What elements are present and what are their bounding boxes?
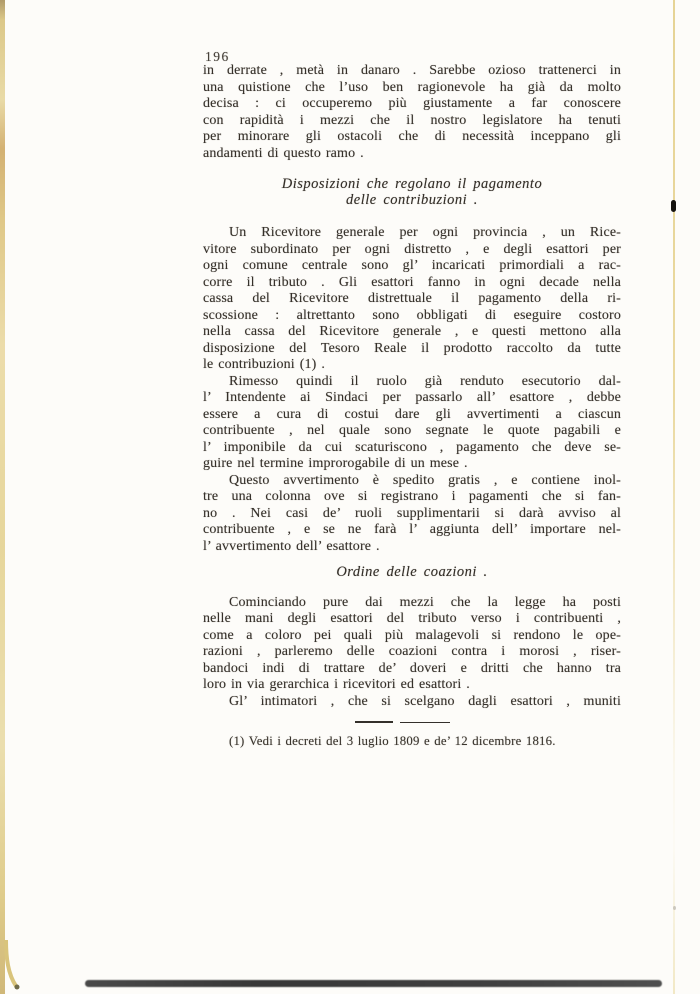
text-line: cassa del Ricevitore distrettuale il pagamento della ri- (203, 291, 621, 306)
section-heading (203, 177, 621, 208)
text-line: Gl’ intimatori , che si scelgano dagli esattori , muniti (229, 693, 621, 709)
text-line: Cominciando pure dai mezzi che la legge ha posti (229, 594, 621, 610)
text-line: Un Ricevitore generale per ogni provincia , un Rice- (229, 225, 621, 240)
text-line: l’ Intendente ai Sindaci per passarlo all’ esattore , debbe (203, 390, 621, 405)
text-line: ogni comune centrale sono gl’ incaricati primordiali a rac- (203, 258, 621, 273)
text-line: Questo avvertimento è spedito gratis , e contiene inol- (229, 472, 621, 488)
text-line: nelle mani degli esattori del tributo verso i contribuenti , (203, 611, 621, 626)
scan-edge-right (673, 0, 676, 994)
text-line: andamenti di questo ramo . (203, 145, 364, 161)
text-line: l’ imponibile da cui scaturiscono , pagamento che deve se- (203, 439, 621, 455)
text-line: come a coloro pei quali più malagevoli si rendono le ope- (203, 627, 621, 643)
paragraph (203, 694, 621, 711)
text-column (203, 50, 621, 749)
text-line: con rapidità i mezzi che il nostro legislatore ha tenuti (203, 112, 621, 128)
text-line: corre il tributo . Gli esattori fanno in ogni decade nella (203, 274, 621, 290)
text-line: essere a cura di costui dare gli avvertimenti a ciascun (203, 406, 621, 422)
text-line: decisa : ci occuperemo più giustamente a far conoscere (203, 96, 621, 111)
section-heading (203, 565, 621, 581)
heading-line: Disposizioni che regolano il pagamento (281, 176, 543, 192)
text-line: loro in via gerarchica i ricevitori ed esattori . (203, 677, 470, 692)
text-line: disposizione del Tesoro Reale il prodotto raccolto da tutte (203, 340, 621, 356)
text-blocks (203, 63, 621, 710)
scan-bottom-shadow (85, 980, 662, 987)
scan-blob-right (671, 200, 676, 212)
heading-line: Ordine delle coazioni . (336, 564, 488, 580)
text-line: razioni , parleremo delle coazioni contra i morosi , riser- (203, 644, 621, 659)
paragraph (203, 595, 621, 694)
text-line: contribuente , e se ne farà l’ aggiunta dell’ importare nel- (203, 522, 621, 537)
text-line: scossione : altrettanto sono obbligati di eseguire costoro (203, 307, 621, 323)
heading-line: delle contribuzioni . (346, 191, 478, 208)
text-line: Rimesso quindi il ruolo già renduto esecutorio dal- (229, 373, 621, 389)
text-line: nella cassa del Ricevitore generale , e questi mettono alla (203, 324, 621, 339)
paragraph (203, 63, 621, 162)
text-line: l’ avvertimento dell’ esattore . (203, 538, 380, 554)
scan-dot-right (673, 906, 676, 910)
text-line: bandoci indi di trattare de’ doveri e dritti che hanno tra (203, 660, 621, 676)
text-line: una quistione che l’uso ben ragionevole ha già da molto (203, 79, 621, 95)
text-line: per minorare gli ostacoli che di necessità inceppano gli (203, 129, 621, 144)
text-line: tre una colonna ove si registrano i pagamenti che si fan- (203, 489, 621, 504)
paragraph (203, 374, 621, 473)
paragraph (203, 225, 621, 374)
scan-edge-left (0, 0, 5, 994)
footnote: (1) Vedi i decreti del 3 luglio 1809 e de’ 12 dicembre 1816. (229, 734, 556, 748)
text-line: le contribuzioni (1) . (203, 357, 325, 372)
text-line: no . Nei casi de’ ruoli supplimentarii si darà avviso al (203, 505, 621, 521)
paragraph (203, 473, 621, 556)
text-line: contribuente , nel quale sono segnate le quote pagabili e (203, 423, 621, 438)
text-line: in derrate , metà in danaro . Sarebbe ozioso trattenerci in (203, 63, 621, 78)
text-line: vitore subordinato per ogni distretto , e degli esattori per (203, 241, 621, 257)
text-line: guire nel termine improrogabile di un mese . (203, 456, 468, 471)
scan-hook-bottom-left (0, 940, 30, 994)
page-number: 196 (205, 49, 230, 64)
footnote-separator (355, 721, 450, 723)
